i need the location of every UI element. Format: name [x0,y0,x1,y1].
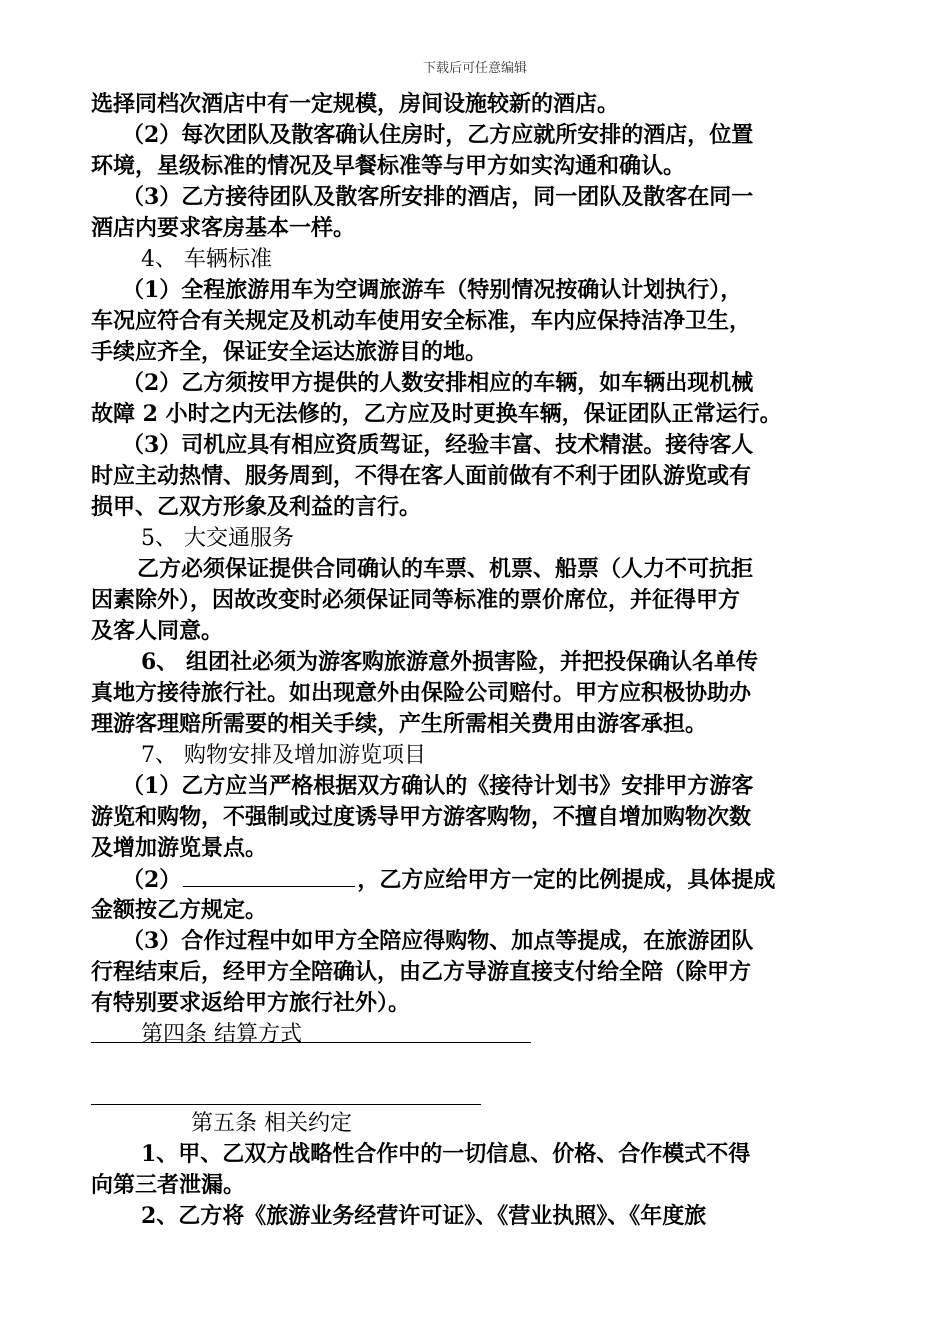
text-line: 及增加游览景点。 [91,835,268,861]
text-line: （3）合作过程中如甲方全陪应得购物、加点等提成，在旅游团队 [122,928,754,954]
text-line: 6、 组团社必须为游客购旅游意外损害险，并把投保确认名单传 [141,649,758,675]
text-line: 车况应符合有关规定及机动车使用安全标准，车内应保持洁净卫生， [91,308,752,334]
text-line: 理游客理赔所需要的相关手续，产生所需相关费用由游客承担。 [91,711,708,737]
section-heading: 4、 车辆标准 [141,247,272,272]
text-line: 手续应齐全，保证安全运达旅游目的地。 [91,339,488,365]
text-line: 金额按乙方规定。 [91,897,268,923]
text-line: 及客人同意。 [91,618,224,644]
article-heading: 第四条 结算方式 [141,1022,302,1047]
text-line: （2）每次团队及散客确认住房时，乙方应就所安排的酒店，位置 [122,122,754,148]
text-line: 行程结束后，经甲方全陪确认，由乙方导游直接支付给全陪（除甲方 [91,959,752,985]
item-number: （2） [122,867,182,893]
text-line: 环境，星级标准的情况及早餐标准等与甲方如实沟通和确认。 [91,153,686,179]
text-line: 故障 2 小时之内无法修的，乙方应及时更换车辆，保证团队正常运行。 [91,401,782,427]
text-line: （1）全程旅游用车为空调旅游车（特别情况按确认计划执行）， [122,277,743,303]
text-line: （1）乙方应当严格根据双方确认的《接待计划书》安排甲方游客 [122,773,754,799]
text-line: 向第三者泄漏。 [91,1172,246,1198]
section-heading: 5、 大交通服务 [141,526,294,551]
fill-in-blank[interactable] [183,864,355,887]
text-line: 时应主动热情、服务周到，不得在客人面前做有不利于团队游览或有 [91,463,752,489]
page-header: 下载后可任意编辑 [422,61,527,76]
blank-line[interactable] [91,1042,531,1043]
text-line: 因素除外），因故改变时必须保证同等标准的票价席位，并征得甲方 [91,587,741,613]
document-body [91,89,861,1050]
text-line: 酒店内要求客房基本一样。 [91,215,356,241]
text-line-with-blank [91,864,861,895]
text-line: 有特别要求返给甲方旅行社外）。 [91,990,411,1016]
item-text: ，乙方应给甲方一定的比例提成，具体提成 [357,867,776,893]
text-line: 乙方必须保证提供合同确认的车票、机票、船票（人力不可抗拒 [137,556,754,582]
text-line: 2、乙方将《旅游业务经营许可证》、《营业执照》、《年度旅 [141,1203,707,1229]
section-heading: 7、 购物安排及增加游览项目 [141,743,426,768]
text-line: 真地方接待旅行社。如出现意外由保险公司赔付。甲方应积极协助办 [91,680,752,706]
text-line: 1、甲、乙双方战略性合作中的一切信息、价格、合作模式不得 [141,1141,751,1167]
text-line: 游览和购物，不强制或过度诱导甲方游客购物，不擅自增加购物次数 [91,804,752,830]
text-line: 损甲、乙双方形象及利益的言行。 [91,494,422,520]
blank-line[interactable] [91,1104,481,1105]
text-line: （3）乙方接待团队及散客所安排的酒店，同一团队及散客在同一 [122,184,754,210]
text-line: 选择同档次酒店中有一定规模，房间设施较新的酒店。 [91,91,620,117]
article-heading: 第五条 相关约定 [191,1111,352,1136]
text-line: （3）司机应具有相应资质驾证，经验丰富、技术精湛。接待客人 [122,432,754,458]
text-line: （2）乙方须按甲方提供的人数安排相应的车辆，如车辆出现机械 [122,370,754,396]
document-body-continued [91,1108,861,1232]
